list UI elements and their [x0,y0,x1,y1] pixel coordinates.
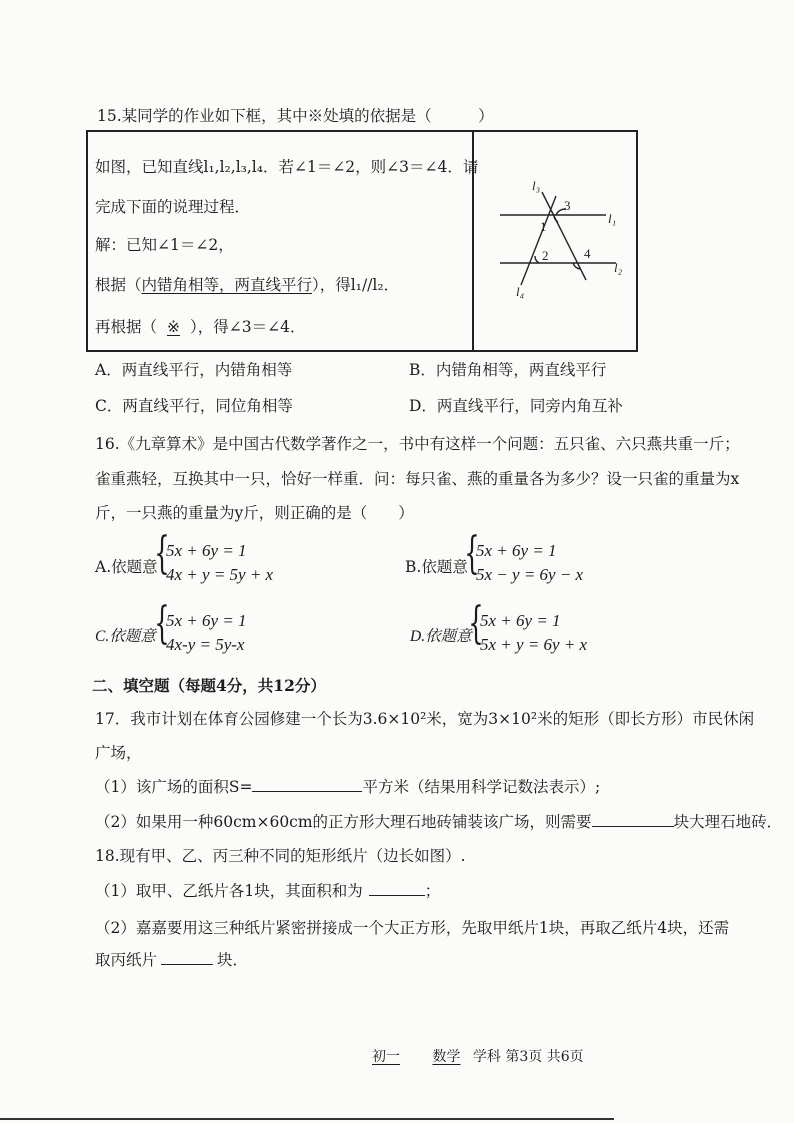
q16-option-d-brace: { [468,598,484,649]
label-l3: l₃ [532,178,541,193]
bottom-rule [0,1118,614,1120]
label-l1: l₁ [608,211,617,226]
q16-option-a-eq2: 4x + y = 5y + x [166,565,274,584]
q16-line2: 雀重燕轻，互换其中一只，恰好一样重．问：每只雀、燕的重量各为多少？设一只雀的重量为x [95,470,740,488]
q16-option-b-eq1: 5x + 6y = 1 [476,541,557,560]
q15-line5-post: ），得∠3＝∠4． [190,318,306,336]
q16-option-d-eq1: 5x + 6y = 1 [480,611,561,630]
q17-sub2-pre: （2）如果用一种60cm×60cm的正方形大理石地砖铺装该广场，则需要 [95,813,592,831]
q16-option-a-eq1: 5x + 6y = 1 [166,541,247,560]
q15-parallel-lines-figure [474,130,638,352]
q18-sub2-pre: 取丙纸片 [95,951,158,969]
q15-line4-post: ），得l₁//l₂． [312,276,400,294]
page-footer [372,1046,584,1066]
q17-sub1 [95,775,600,797]
q16-line1: 16.《九章算术》是中国古代数学著作之一，书中有这样一个问题：五只雀、六只燕共重一斤； [95,435,740,453]
q17-sub1-post: 平方米（结果用科学记数法表示）; [362,778,601,796]
q18-sub2-post: 块． [217,951,249,969]
q15-line4-pre: 根据（ [95,276,142,294]
q18-sub1 [95,879,440,901]
q17-sub1-pre: （1）该广场的面积S= [95,778,253,796]
label-angle-3: 3 [564,198,571,213]
q17-sub2-post: 块大理石地砖． [673,813,783,831]
q16-option-c-eq2: 4x-y = 5y-x [166,635,245,654]
q16-option-c-label: C.依题意 [95,628,156,645]
footer-page-info: 学科 第3页 共6页 [472,1049,584,1065]
q18-sub1-pre: （1）取甲、乙纸片各1块，其面积和为 [95,882,363,900]
label-angle-2: 2 [542,248,549,263]
q15-option-d: D．两直线平行，同旁内角互补 [409,397,623,415]
label-l2: l₂ [614,260,623,275]
q18-sub2-line1: （2）嘉嘉要用这三种纸片紧密拼接成一个大正方形，先取甲纸片1块，再取乙纸片4块，还需 [95,919,730,937]
q15-box-line3: 解：已知∠1＝∠2， [95,236,234,254]
q17-sub2 [95,810,782,832]
q18-count-blank[interactable] [161,950,213,965]
q17-tiles-blank[interactable] [592,812,674,827]
q15-box-line4 [95,273,399,295]
footer-grade: 初一 [372,1049,400,1065]
q15-option-c: C．两直线平行，同位角相等 [95,397,293,415]
q16-option-c-brace: { [154,598,170,649]
label-l4: l₄ [516,284,525,299]
q15-line4-reason: 内错角相等，两直线平行 [141,276,313,294]
q16-option-d-eq2: 5x + y = 6y + x [480,635,588,654]
q15-option-b: B．内错角相等，两直线平行 [409,361,607,379]
q16-option-a-brace: { [154,528,170,579]
q15-line5-pre: 再根据（ [95,318,158,336]
q15-box-line1: 如图，已知直线l₁,l₂,l₃,l₄．若∠1＝∠2，则∠3＝∠4．请 [95,158,479,176]
q16-line3: 斤，一只燕的重量为y斤，则正确的是（ ） [95,504,414,522]
section2-title: 二、填空题（每题4分，共12分） [92,676,326,695]
q18-area-blank[interactable] [369,881,425,896]
angle-2-arc [535,256,539,263]
label-angle-4: 4 [584,246,591,261]
q17-line1: 17．我市计划在体育公园修建一个长为3.6×10²米，宽为3×10²米的矩形（即长方形）市民休闲 [95,710,755,728]
q16-option-c-eq1: 5x + 6y = 1 [166,611,247,630]
q16-option-b-eq2: 5x − y = 6y − x [476,565,584,584]
q15-option-a: A．两直线平行，内错角相等 [95,361,293,379]
q15-line5-mark: ※ [167,318,181,336]
q18-sub1-post: ； [424,882,441,900]
label-angle-1: 1 [540,219,547,234]
q16-option-b-label: B.依题意 [405,558,468,576]
q15-box-line5 [95,315,305,337]
q17-area-blank[interactable] [252,777,362,792]
q16-option-b-brace: { [464,528,480,579]
q18-sub2-line2 [95,948,248,970]
q15-stem: 15.某同学的作业如下框，其中※处填的依据是（ ） [97,107,494,125]
q17-line2: 广场， [95,744,142,762]
q16-option-d-label: D.依题意 [410,628,472,645]
line-l4 [521,196,556,285]
q18-line1: 18.现有甲、乙、丙三种不同的矩形纸片（边长如图）. [95,847,466,865]
footer-subject: 数学 [432,1049,461,1065]
q15-box-line2: 完成下面的说理过程． [95,198,251,216]
q16-option-a-label: A.依题意 [95,558,158,576]
